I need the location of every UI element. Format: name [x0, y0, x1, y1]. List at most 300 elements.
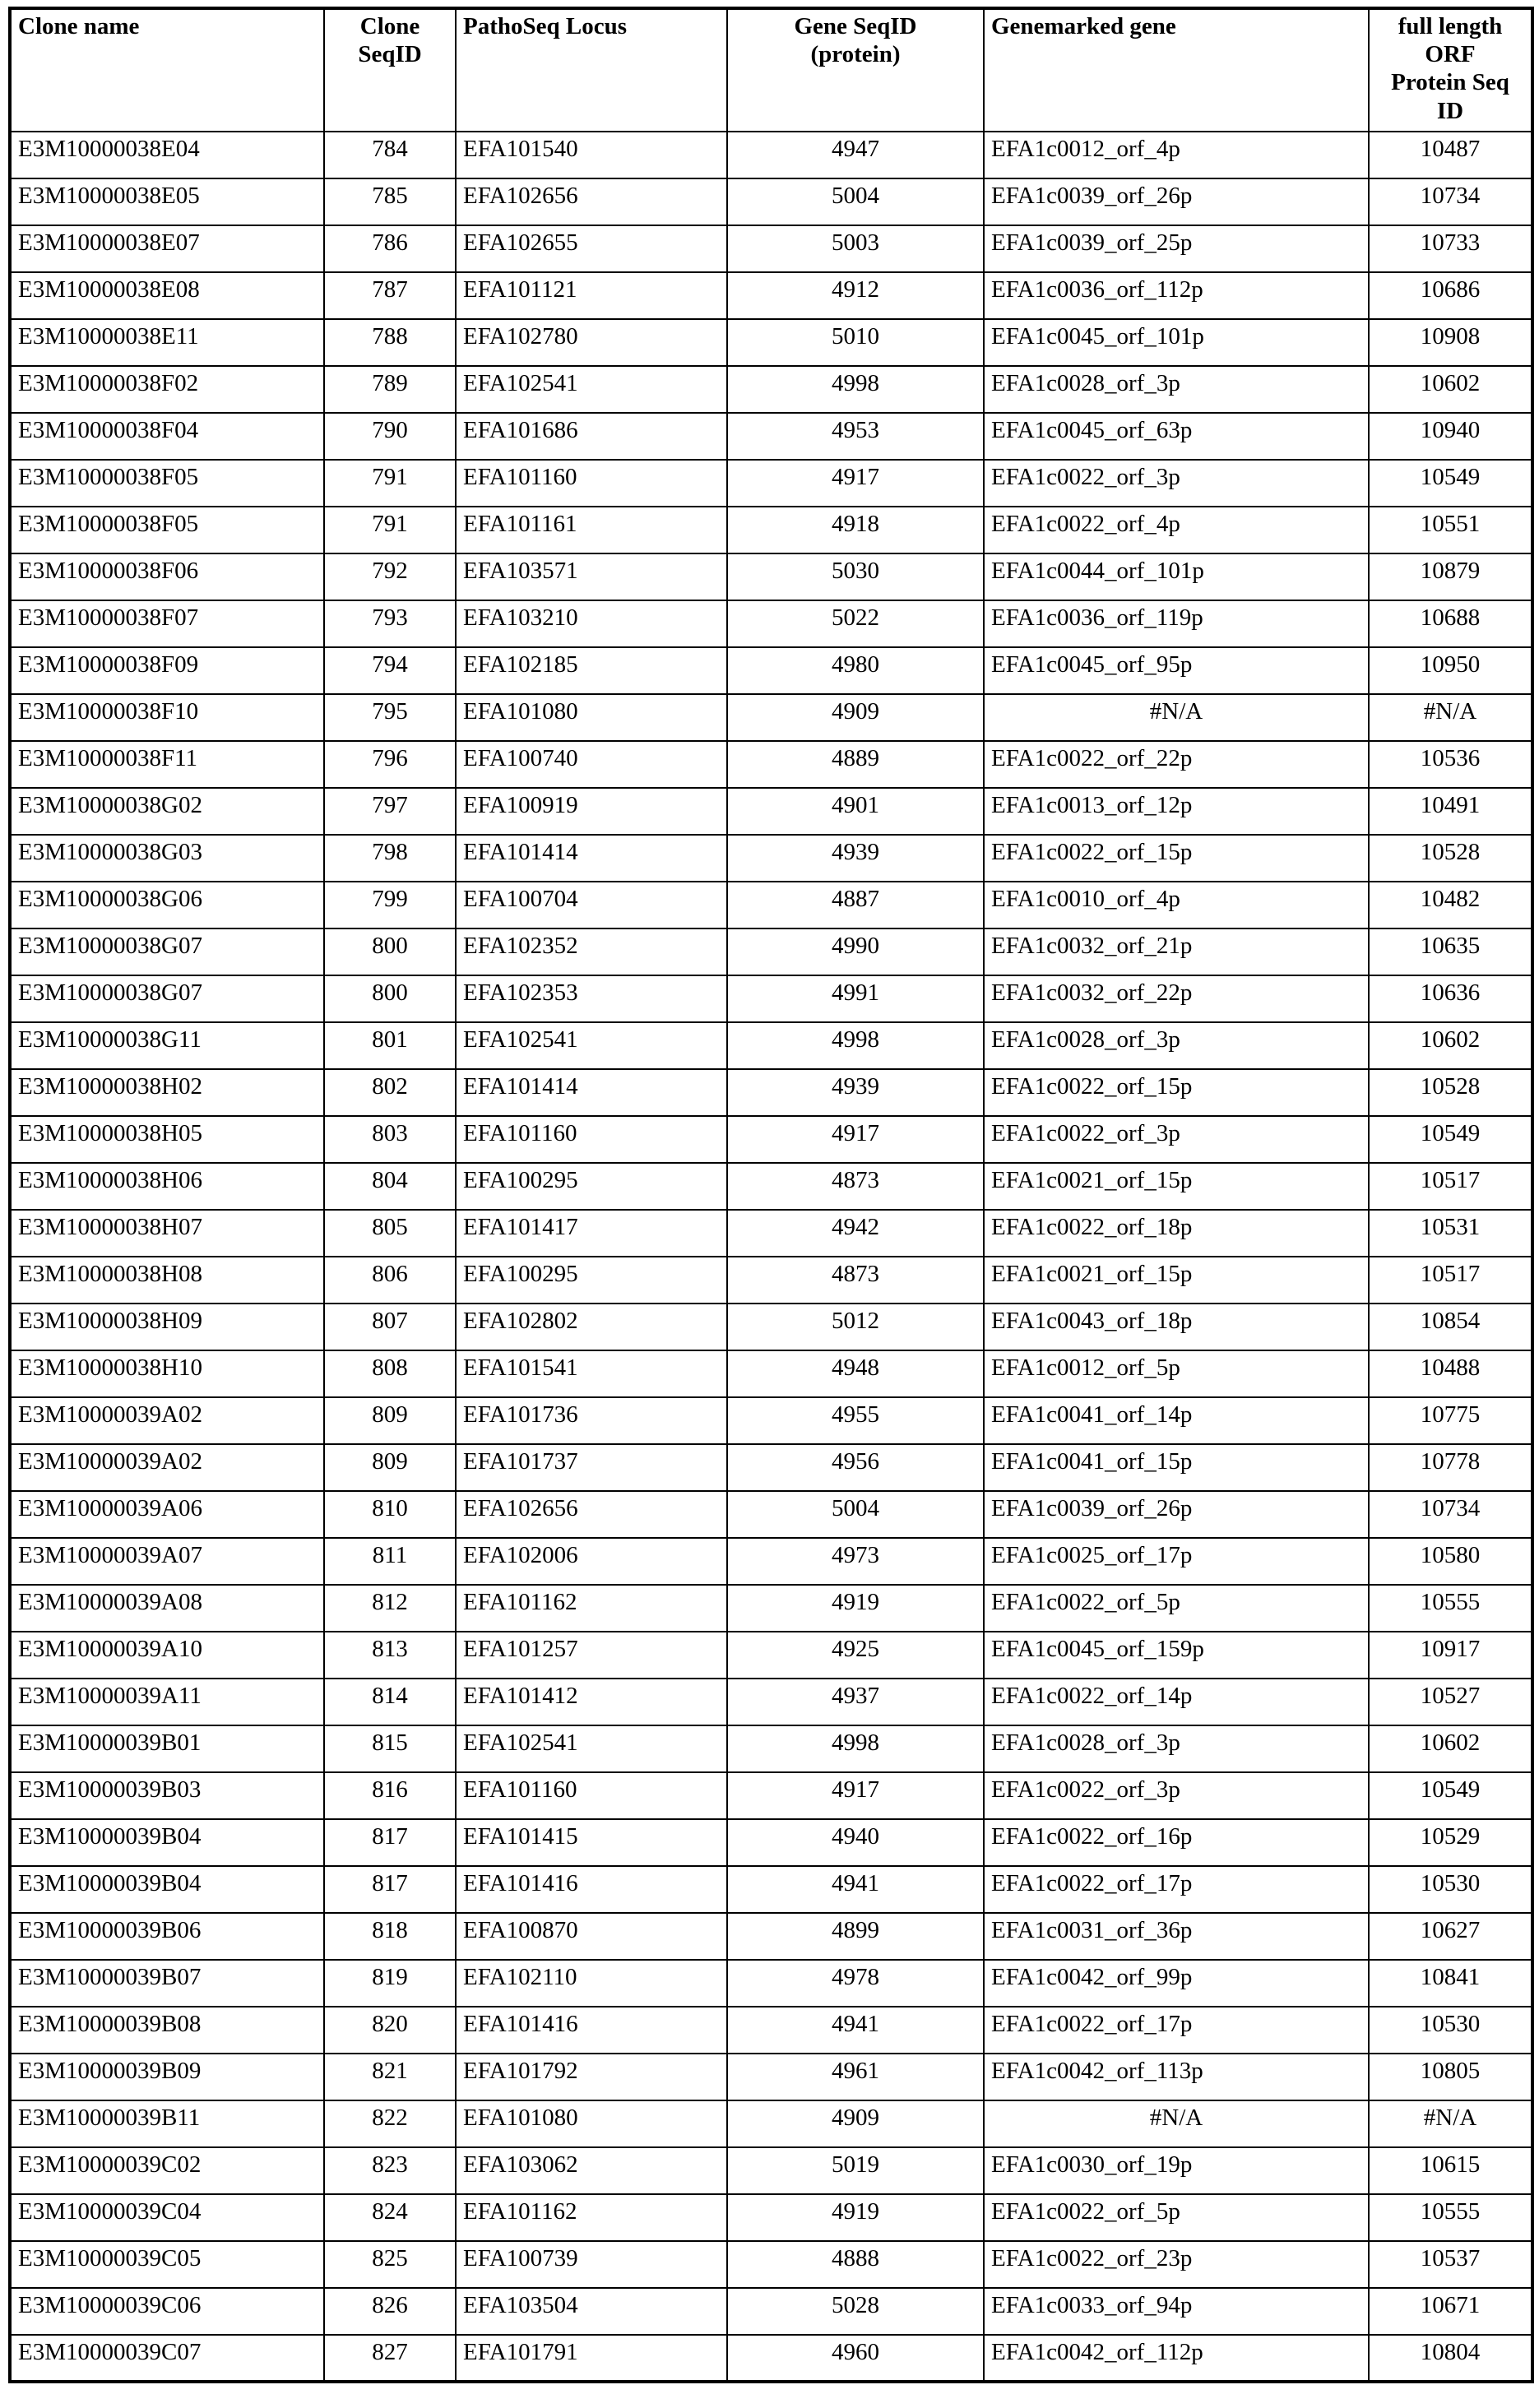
table-cell: 10615 [1369, 2147, 1532, 2194]
table-cell: 10602 [1369, 1022, 1532, 1069]
table-cell: 827 [324, 2335, 456, 2382]
table-cell: EFA100740 [456, 741, 727, 788]
table-cell: 788 [324, 319, 456, 366]
table-cell: 4953 [727, 413, 984, 460]
table-cell: EFA101417 [456, 1210, 727, 1257]
table-cell: 10775 [1369, 1397, 1532, 1444]
table-cell: EFA1c0022_orf_14p [984, 1679, 1369, 1725]
table-cell: EFA102110 [456, 1960, 727, 2007]
table-cell: EFA1c0032_orf_21p [984, 928, 1369, 975]
table-cell: EFA100704 [456, 882, 727, 928]
table-cell: E3M10000038F11 [10, 741, 324, 788]
table-cell: 809 [324, 1444, 456, 1491]
column-header-genemarked-gene: Genemarked gene [984, 8, 1369, 132]
table-cell: E3M10000039A07 [10, 1538, 324, 1585]
table-cell: EFA1c0030_orf_19p [984, 2147, 1369, 2194]
table-row [10, 2007, 1532, 2054]
table-body [10, 132, 1532, 2382]
table-row [10, 2194, 1532, 2241]
table-cell: 4998 [727, 366, 984, 413]
table-row [10, 178, 1532, 225]
table-cell: EFA1c0039_orf_25p [984, 225, 1369, 272]
table-cell: 791 [324, 507, 456, 553]
table-row [10, 928, 1532, 975]
table-cell: 10529 [1369, 1819, 1532, 1866]
table-row [10, 975, 1532, 1022]
table-cell: #N/A [984, 2100, 1369, 2147]
table-cell: 785 [324, 178, 456, 225]
table-cell: 4990 [727, 928, 984, 975]
table-cell: E3M10000039B09 [10, 2054, 324, 2100]
table-cell: EFA102541 [456, 366, 727, 413]
table-cell: EFA1c0041_orf_15p [984, 1444, 1369, 1491]
table-cell: EFA101160 [456, 460, 727, 507]
table-cell: EFA101791 [456, 2335, 727, 2382]
table-cell: E3M10000038G07 [10, 975, 324, 1022]
table-cell: 10686 [1369, 272, 1532, 319]
table-cell: E3M10000038E04 [10, 132, 324, 178]
table-cell: EFA101792 [456, 2054, 727, 2100]
table-cell: EFA101414 [456, 835, 727, 882]
table-cell: EFA1c0025_orf_17p [984, 1538, 1369, 1585]
table-cell: 4998 [727, 1022, 984, 1069]
table-cell: EFA1c0022_orf_5p [984, 2194, 1369, 2241]
table-cell: E3M10000038H08 [10, 1257, 324, 1304]
table-cell: EFA101160 [456, 1116, 727, 1163]
table-cell: 4947 [727, 132, 984, 178]
table-cell: #N/A [1369, 694, 1532, 741]
table-cell: E3M10000038F09 [10, 647, 324, 694]
table-cell: EFA101415 [456, 1819, 727, 1866]
table-cell: EFA102185 [456, 647, 727, 694]
table-cell: EFA103571 [456, 553, 727, 600]
table-cell: EFA1c0041_orf_14p [984, 1397, 1369, 1444]
table-cell: EFA1c0021_orf_15p [984, 1163, 1369, 1210]
table-cell: EFA1c0042_orf_112p [984, 2335, 1369, 2382]
table-cell: E3M10000039B08 [10, 2007, 324, 2054]
table-cell: E3M10000038H09 [10, 1304, 324, 1350]
table-row [10, 460, 1532, 507]
table-row [10, 882, 1532, 928]
table-cell: E3M10000039B11 [10, 2100, 324, 2147]
table-row [10, 1632, 1532, 1679]
table-row [10, 1819, 1532, 1866]
table-cell: 4909 [727, 2100, 984, 2147]
table-cell: 10531 [1369, 1210, 1532, 1257]
table-row [10, 1163, 1532, 1210]
table-cell: 10950 [1369, 647, 1532, 694]
table-cell: 806 [324, 1257, 456, 1304]
table-cell: EFA100919 [456, 788, 727, 835]
table-cell: 817 [324, 1866, 456, 1913]
table-cell: EFA1c0039_orf_26p [984, 178, 1369, 225]
table-cell: E3M10000039A06 [10, 1491, 324, 1538]
table-cell: 819 [324, 1960, 456, 2007]
table-cell: EFA1c0022_orf_3p [984, 1772, 1369, 1819]
table-cell: 803 [324, 1116, 456, 1163]
table-cell: E3M10000038F07 [10, 600, 324, 647]
table-cell: 824 [324, 2194, 456, 2241]
table-cell: 4887 [727, 882, 984, 928]
column-header-pathoseq-locus: PathoSeq Locus [456, 8, 727, 132]
table-cell: 4991 [727, 975, 984, 1022]
table-cell: 4925 [727, 1632, 984, 1679]
table-cell: EFA1c0028_orf_3p [984, 366, 1369, 413]
table-cell: EFA1c0032_orf_22p [984, 975, 1369, 1022]
table-cell: 10527 [1369, 1679, 1532, 1725]
table-cell: EFA1c0022_orf_15p [984, 835, 1369, 882]
table-cell: 4955 [727, 1397, 984, 1444]
table-cell: 5022 [727, 600, 984, 647]
table-cell: E3M10000039C05 [10, 2241, 324, 2288]
table-cell: 10555 [1369, 1585, 1532, 1632]
table-row [10, 1444, 1532, 1491]
table-row [10, 2147, 1532, 2194]
table-cell: 786 [324, 225, 456, 272]
table-cell: EFA1c0022_orf_5p [984, 1585, 1369, 1632]
table-row [10, 741, 1532, 788]
column-header-orf-protein-seq: full length ORF Protein Seq ID [1369, 8, 1532, 132]
table-cell: 4939 [727, 835, 984, 882]
table-cell: EFA102655 [456, 225, 727, 272]
column-header-clone-name: Clone name [10, 8, 324, 132]
table-row [10, 1725, 1532, 1772]
table-row [10, 2241, 1532, 2288]
table-cell: E3M10000038G11 [10, 1022, 324, 1069]
table-cell: EFA100295 [456, 1257, 727, 1304]
table-cell: 4888 [727, 2241, 984, 2288]
table-cell: EFA101161 [456, 507, 727, 553]
table-cell: E3M10000038G06 [10, 882, 324, 928]
table-cell: EFA101080 [456, 694, 727, 741]
table-cell: 4942 [727, 1210, 984, 1257]
table-cell: EFA103210 [456, 600, 727, 647]
table-cell: 4873 [727, 1163, 984, 1210]
table-cell: 4919 [727, 2194, 984, 2241]
table-cell: 5012 [727, 1304, 984, 1350]
table-cell: 4912 [727, 272, 984, 319]
table-cell: EFA101162 [456, 1585, 727, 1632]
table-cell: EFA100870 [456, 1913, 727, 1960]
table-row [10, 1257, 1532, 1304]
table-cell: 4978 [727, 1960, 984, 2007]
table-cell: 812 [324, 1585, 456, 1632]
table-cell: 814 [324, 1679, 456, 1725]
table-cell: 4960 [727, 2335, 984, 2382]
table-cell: 10491 [1369, 788, 1532, 835]
table-cell: E3M10000039B07 [10, 1960, 324, 2007]
table-header [10, 8, 1532, 132]
table-cell: 10841 [1369, 1960, 1532, 2007]
table-row [10, 319, 1532, 366]
table-row [10, 507, 1532, 553]
table-cell: EFA1c0043_orf_18p [984, 1304, 1369, 1350]
table-cell: 5004 [727, 178, 984, 225]
table-cell: EFA101414 [456, 1069, 727, 1116]
table-row [10, 2100, 1532, 2147]
table-cell: 10551 [1369, 507, 1532, 553]
table-cell: EFA101160 [456, 1772, 727, 1819]
table-cell: 800 [324, 975, 456, 1022]
table-cell: 4901 [727, 788, 984, 835]
table-cell: EFA1c0022_orf_17p [984, 2007, 1369, 2054]
table-row [10, 1585, 1532, 1632]
table-cell: E3M10000039B03 [10, 1772, 324, 1819]
table-row [10, 1397, 1532, 1444]
table-cell: 818 [324, 1913, 456, 1960]
table-row [10, 1772, 1532, 1819]
table-cell: EFA102352 [456, 928, 727, 975]
table-cell: 789 [324, 366, 456, 413]
table-cell: EFA102802 [456, 1304, 727, 1350]
clone-table [8, 7, 1534, 2383]
table-cell: 807 [324, 1304, 456, 1350]
table-cell: 816 [324, 1772, 456, 1819]
table-cell: E3M10000039B04 [10, 1819, 324, 1866]
table-cell: E3M10000039C07 [10, 2335, 324, 2382]
table-cell: EFA101257 [456, 1632, 727, 1679]
table-cell: E3M10000038E08 [10, 272, 324, 319]
table-cell: 10635 [1369, 928, 1532, 975]
table-cell: 10528 [1369, 835, 1532, 882]
table-cell: E3M10000039C04 [10, 2194, 324, 2241]
table-cell: E3M10000038F02 [10, 366, 324, 413]
table-cell: 817 [324, 1819, 456, 1866]
table-cell: 826 [324, 2288, 456, 2335]
table-cell: 784 [324, 132, 456, 178]
column-header-clone-seqid: Clone SeqID [324, 8, 456, 132]
table-row [10, 366, 1532, 413]
table-cell: 4937 [727, 1679, 984, 1725]
table-cell: 787 [324, 272, 456, 319]
table-cell: 4917 [727, 460, 984, 507]
table-cell: EFA1c0022_orf_15p [984, 1069, 1369, 1116]
table-row [10, 132, 1532, 178]
table-cell: EFA1c0042_orf_99p [984, 1960, 1369, 2007]
table-cell: E3M10000038H07 [10, 1210, 324, 1257]
table-cell: 793 [324, 600, 456, 647]
table-cell: 4940 [727, 1819, 984, 1866]
table-cell: 5028 [727, 2288, 984, 2335]
table-cell: EFA100739 [456, 2241, 727, 2288]
table-row [10, 1679, 1532, 1725]
table-row [10, 413, 1532, 460]
table-cell: EFA1c0044_orf_101p [984, 553, 1369, 600]
table-cell: 4948 [727, 1350, 984, 1397]
table-cell: 10734 [1369, 178, 1532, 225]
table-cell: 791 [324, 460, 456, 507]
table-cell: E3M10000038E07 [10, 225, 324, 272]
table-cell: EFA102541 [456, 1725, 727, 1772]
table-row [10, 2335, 1532, 2382]
table-cell: EFA102656 [456, 178, 727, 225]
table-cell: 10627 [1369, 1913, 1532, 1960]
table-cell: E3M10000039A02 [10, 1444, 324, 1491]
table-cell: 4956 [727, 1444, 984, 1491]
table-cell: 4961 [727, 2054, 984, 2100]
table-cell: 10636 [1369, 975, 1532, 1022]
table-cell: 5019 [727, 2147, 984, 2194]
table-cell: #N/A [1369, 2100, 1532, 2147]
table-cell: 10517 [1369, 1163, 1532, 1210]
table-cell: E3M10000038H05 [10, 1116, 324, 1163]
table-cell: 805 [324, 1210, 456, 1257]
table-cell: EFA101736 [456, 1397, 727, 1444]
table-cell: 4941 [727, 1866, 984, 1913]
table-cell: 802 [324, 1069, 456, 1116]
table-cell: 4899 [727, 1913, 984, 1960]
table-cell: E3M10000038F10 [10, 694, 324, 741]
table-cell: 10778 [1369, 1444, 1532, 1491]
table-cell: E3M10000038G03 [10, 835, 324, 882]
table-cell: 800 [324, 928, 456, 975]
table-cell: EFA1c0045_orf_63p [984, 413, 1369, 460]
table-cell: 4917 [727, 1772, 984, 1819]
table-cell: 10602 [1369, 366, 1532, 413]
table-row [10, 1210, 1532, 1257]
table-cell: EFA1c0022_orf_22p [984, 741, 1369, 788]
table-cell: 798 [324, 835, 456, 882]
table-cell: 4973 [727, 1538, 984, 1585]
table-cell: EFA1c0012_orf_4p [984, 132, 1369, 178]
table-cell: EFA100295 [456, 1163, 727, 1210]
table-cell: #N/A [984, 694, 1369, 741]
table-cell: 10530 [1369, 2007, 1532, 2054]
table-row [10, 1022, 1532, 1069]
table-cell: 5030 [727, 553, 984, 600]
table-row [10, 1491, 1532, 1538]
table-cell: EFA1c0028_orf_3p [984, 1725, 1369, 1772]
table-row [10, 272, 1532, 319]
table-cell: EFA1c0022_orf_3p [984, 460, 1369, 507]
table-cell: EFA101121 [456, 272, 727, 319]
table-row [10, 2288, 1532, 2335]
table-cell: 10879 [1369, 553, 1532, 600]
table-cell: EFA1c0045_orf_101p [984, 319, 1369, 366]
table-cell: E3M10000038F05 [10, 460, 324, 507]
table-cell: E3M10000039C02 [10, 2147, 324, 2194]
table-cell: 4889 [727, 741, 984, 788]
table-row [10, 553, 1532, 600]
table-cell: 10940 [1369, 413, 1532, 460]
table-cell: EFA101686 [456, 413, 727, 460]
table-cell: 10487 [1369, 132, 1532, 178]
table-cell: EFA103504 [456, 2288, 727, 2335]
table-cell: 813 [324, 1632, 456, 1679]
table-cell: 10734 [1369, 1491, 1532, 1538]
table-cell: EFA101412 [456, 1679, 727, 1725]
table-cell: EFA1c0033_orf_94p [984, 2288, 1369, 2335]
table-row [10, 694, 1532, 741]
table-cell: E3M10000038H06 [10, 1163, 324, 1210]
table-cell: 10580 [1369, 1538, 1532, 1585]
table-cell: E3M10000038H02 [10, 1069, 324, 1116]
table-cell: 10549 [1369, 1772, 1532, 1819]
table-cell: EFA1c0042_orf_113p [984, 2054, 1369, 2100]
table-cell: E3M10000039B01 [10, 1725, 324, 1772]
table-cell: EFA102006 [456, 1538, 727, 1585]
table-cell: EFA101080 [456, 2100, 727, 2147]
table-cell: E3M10000039C06 [10, 2288, 324, 2335]
table-cell: 825 [324, 2241, 456, 2288]
table-cell: EFA101162 [456, 2194, 727, 2241]
table-cell: EFA102353 [456, 975, 727, 1022]
table-cell: 790 [324, 413, 456, 460]
table-cell: 820 [324, 2007, 456, 2054]
table-cell: 10555 [1369, 2194, 1532, 2241]
table-cell: 10549 [1369, 1116, 1532, 1163]
table-cell: 10536 [1369, 741, 1532, 788]
table-cell: 5003 [727, 225, 984, 272]
table-cell: 10688 [1369, 600, 1532, 647]
table-row [10, 1538, 1532, 1585]
table-cell: E3M10000039A02 [10, 1397, 324, 1444]
table-cell: 808 [324, 1350, 456, 1397]
table-cell: EFA1c0039_orf_26p [984, 1491, 1369, 1538]
table-cell: 10549 [1369, 460, 1532, 507]
table-row [10, 1350, 1532, 1397]
table-cell: 10602 [1369, 1725, 1532, 1772]
table-cell: EFA101416 [456, 1866, 727, 1913]
table-cell: EFA102780 [456, 319, 727, 366]
table-cell: 823 [324, 2147, 456, 2194]
table-cell: 801 [324, 1022, 456, 1069]
table-cell: EFA1c0022_orf_17p [984, 1866, 1369, 1913]
table-cell: 811 [324, 1538, 456, 1585]
table-cell: EFA1c0028_orf_3p [984, 1022, 1369, 1069]
table-cell: EFA1c0045_orf_95p [984, 647, 1369, 694]
table-cell: 4909 [727, 694, 984, 741]
table-cell: EFA1c0036_orf_119p [984, 600, 1369, 647]
table-cell: EFA101540 [456, 132, 727, 178]
table-cell: EFA1c0031_orf_36p [984, 1913, 1369, 1960]
table-cell: EFA1c0012_orf_5p [984, 1350, 1369, 1397]
table-cell: E3M10000038E11 [10, 319, 324, 366]
table-row [10, 835, 1532, 882]
table-cell: 10528 [1369, 1069, 1532, 1116]
table-cell: E3M10000039B04 [10, 1866, 324, 1913]
table-row [10, 1069, 1532, 1116]
table-cell: 10517 [1369, 1257, 1532, 1304]
table-cell: 796 [324, 741, 456, 788]
table-cell: EFA102541 [456, 1022, 727, 1069]
table-cell: EFA1c0013_orf_12p [984, 788, 1369, 835]
table-cell: 799 [324, 882, 456, 928]
table-cell: 4917 [727, 1116, 984, 1163]
table-cell: 10488 [1369, 1350, 1532, 1397]
table-cell: E3M10000038F04 [10, 413, 324, 460]
table-cell: 4873 [727, 1257, 984, 1304]
table-cell: 10733 [1369, 225, 1532, 272]
table-cell: 821 [324, 2054, 456, 2100]
table-cell: 4980 [727, 647, 984, 694]
table-row [10, 600, 1532, 647]
table-cell: E3M10000038E05 [10, 178, 324, 225]
table-row [10, 1304, 1532, 1350]
table-row [10, 788, 1532, 835]
table-row [10, 647, 1532, 694]
table-cell: 5010 [727, 319, 984, 366]
table-row [10, 1913, 1532, 1960]
table-cell: EFA1c0022_orf_23p [984, 2241, 1369, 2288]
table-cell: 4918 [727, 507, 984, 553]
table-cell: EFA1c0021_orf_15p [984, 1257, 1369, 1304]
table-row [10, 225, 1532, 272]
table-cell: E3M10000039A11 [10, 1679, 324, 1725]
table-cell: EFA1c0022_orf_18p [984, 1210, 1369, 1257]
table-cell: E3M10000039B06 [10, 1913, 324, 1960]
table-cell: 810 [324, 1491, 456, 1538]
